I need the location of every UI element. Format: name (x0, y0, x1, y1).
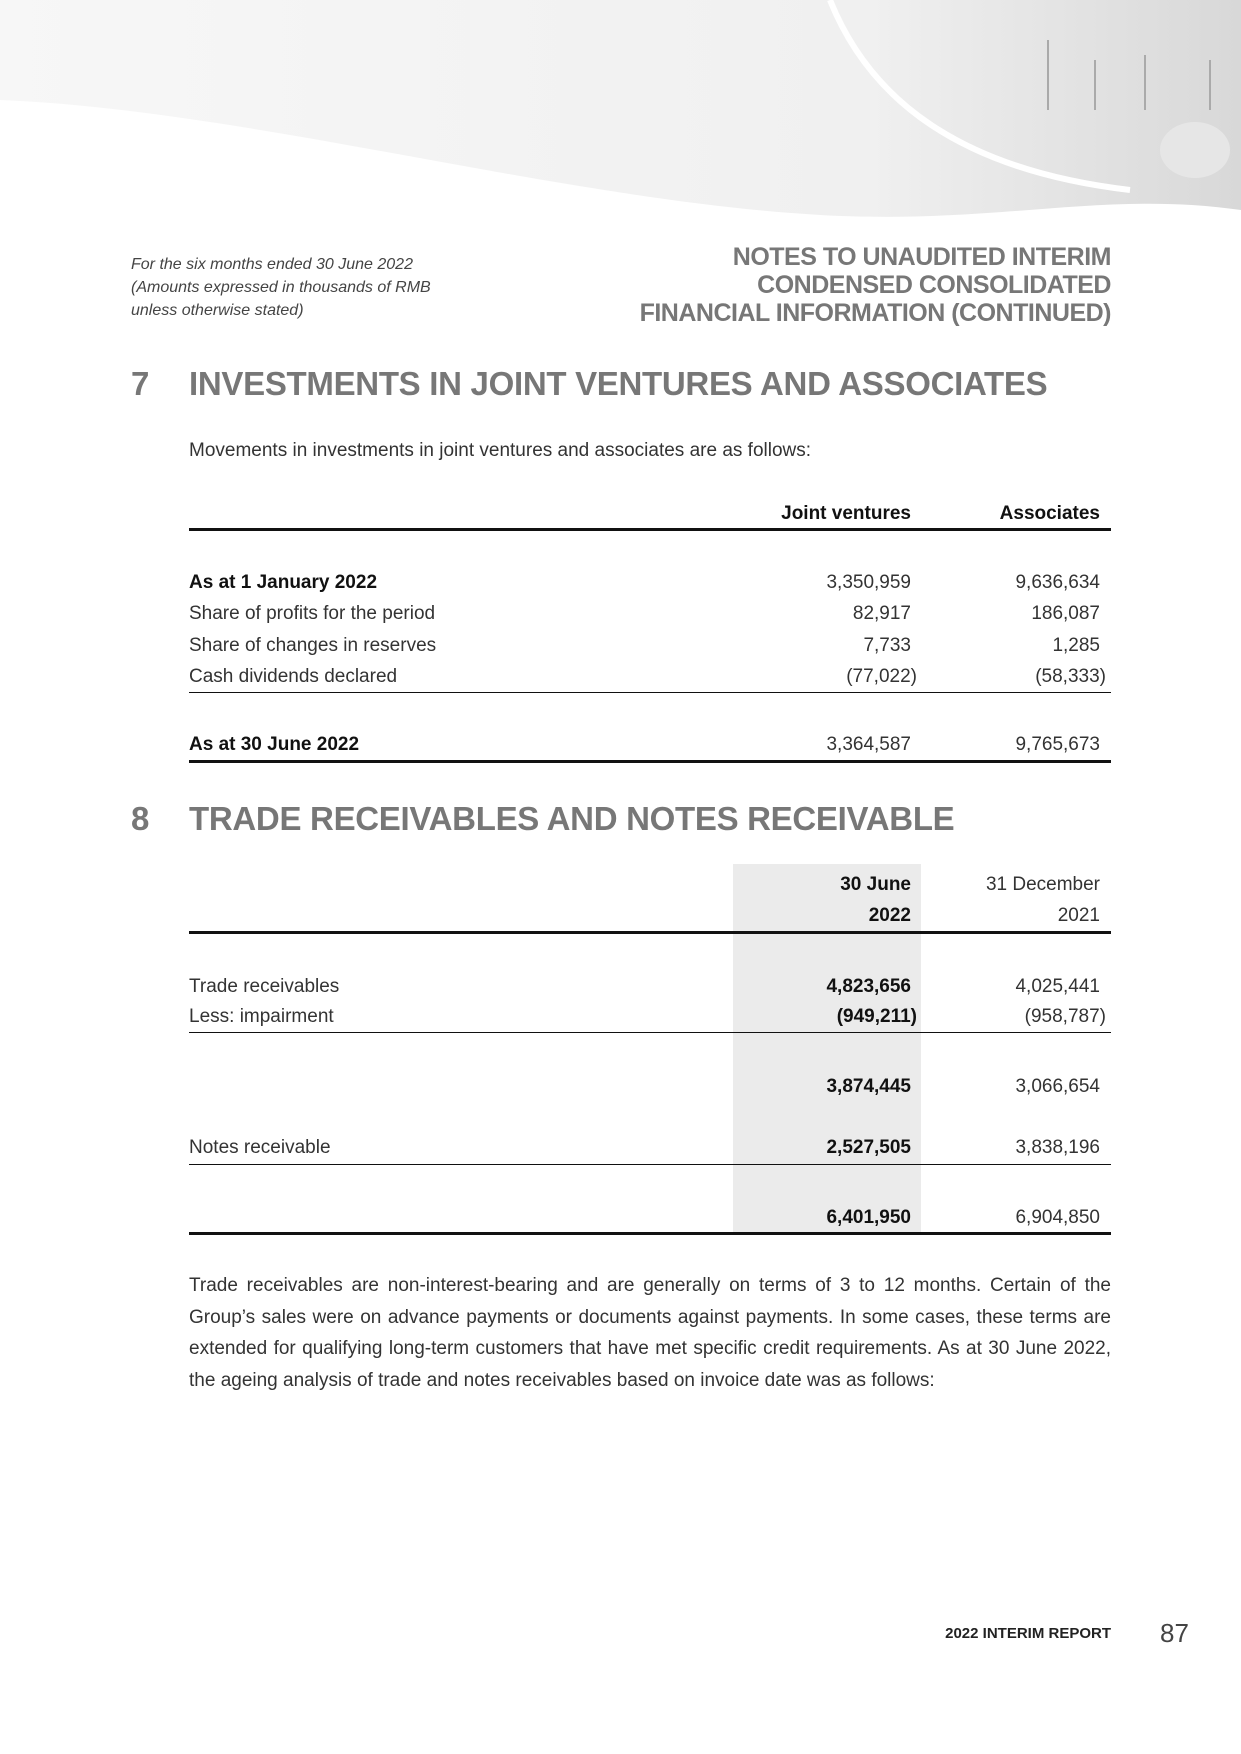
header-banner-image (0, 0, 1241, 225)
cell-value: 186,087 (1031, 603, 1100, 624)
section-7-title: INVESTMENTS IN JOINT VENTURES AND ASSOCIATES (189, 365, 1048, 402)
table-rule (189, 528, 1111, 531)
row-label: Trade receivables (189, 976, 340, 997)
col-header-joint-ventures: Joint ventures (781, 503, 911, 524)
row-label: As at 30 June 2022 (189, 734, 360, 755)
row-label: Cash dividends declared (189, 666, 398, 687)
cell-value: (958,787) (1024, 1006, 1106, 1027)
cell-value: 7,733 (863, 635, 911, 656)
table-rule (189, 1164, 1111, 1165)
period-note-line-1: For the six months ended 30 June 2022 (131, 256, 413, 273)
cell-value: 4,025,441 (1015, 976, 1100, 997)
cell-value: 6,904,850 (1015, 1207, 1100, 1228)
cell-value: 3,350,959 (826, 572, 911, 593)
cell-value: 3,838,196 (1015, 1137, 1100, 1158)
notes-title-line-1: NOTES TO UNAUDITED INTERIM (732, 243, 1111, 271)
cell-value: 82,917 (852, 603, 911, 624)
col-header-2022: 2022 (868, 905, 911, 926)
table-rule (189, 760, 1111, 763)
section-7-intro: Movements in investments in joint ventures and associates are as follows: (189, 440, 812, 461)
cell-value: 4,823,656 (826, 976, 911, 997)
table-rule (189, 1032, 1111, 1033)
table-rule (189, 692, 1111, 693)
cell-value: 1,285 (1052, 635, 1100, 656)
col-header-31-december: 31 December (985, 874, 1100, 895)
cell-value: 3,066,654 (1015, 1076, 1100, 1097)
notes-title-line-2: CONDENSED CONSOLIDATED (757, 271, 1111, 299)
cell-value: 9,636,634 (1015, 572, 1100, 593)
col-header-30-june: 30 June (840, 874, 911, 895)
section-7-number: 7 (131, 365, 150, 402)
cell-value: 9,765,673 (1015, 734, 1100, 755)
period-note-line-3: unless otherwise stated) (131, 302, 304, 319)
page-number: 87 (1160, 1618, 1189, 1648)
cell-value: 2,527,505 (826, 1137, 911, 1158)
row-label: As at 1 January 2022 (189, 572, 378, 593)
cell-value: (77,022) (846, 666, 917, 687)
table-rule (189, 931, 1111, 934)
cell-value: 3,874,445 (826, 1076, 911, 1097)
col-header-associates: Associates (999, 503, 1100, 524)
notes-title-line-3: FINANCIAL INFORMATION (CONTINUED) (639, 299, 1111, 327)
table-rule (189, 1232, 1111, 1235)
section-8-number: 8 (131, 800, 150, 837)
row-label: Share of changes in reserves (189, 635, 437, 656)
row-label: Notes receivable (189, 1137, 331, 1158)
footer-report-name: 2022 INTERIM REPORT (945, 1625, 1111, 1642)
cell-value: 3,364,587 (826, 734, 911, 755)
section-8-paragraph: Trade receivables are non-interest-bearing and are generally on terms of 3 to 12 months. Certain of the Group’s sales were on advance payments or documents against payments. In some cases, these terms are extended for qualifying long-term customers that have met specific credit requirements. As at 30 June 2022, the ageing analysis of trade and notes receivables based on invoice date was as follows: (189, 1275, 1111, 1391)
row-label: Less: impairment (189, 1006, 334, 1027)
cell-value: (949,211) (836, 1006, 917, 1027)
period-note-line-2: (Amounts expressed in thousands of RMB (131, 279, 431, 296)
section-8-title: TRADE RECEIVABLES AND NOTES RECEIVABLE (189, 800, 955, 837)
row-label: Share of profits for the period (189, 603, 436, 624)
cell-value: (58,333) (1035, 666, 1106, 687)
cell-value: 6,401,950 (826, 1207, 911, 1228)
col-header-2021: 2021 (1057, 905, 1100, 926)
